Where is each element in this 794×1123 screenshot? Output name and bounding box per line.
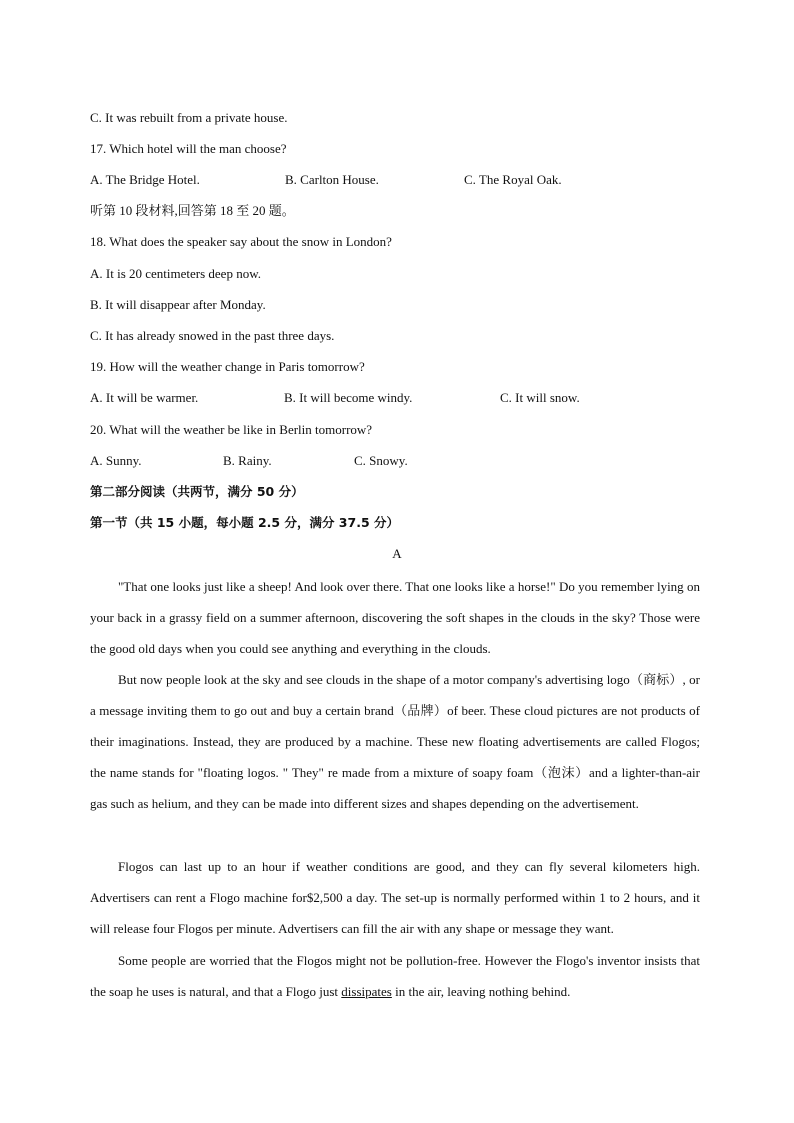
- passage-label: A: [392, 546, 402, 561]
- q19-options: [90, 390, 700, 406]
- section1-heading: 第一节（共 15 小题，每小题 2.5 分，满分 37.5 分）: [90, 515, 399, 530]
- q20-options: [90, 453, 700, 469]
- paragraph-2: But now people look at the sky and see clouds in the shape of a motor company's advertising logo（商标）, or a message inviting them to go out and buy a certain brand（品牌）of beer. These cloud pictures are not products of their imaginations. Instead, they are produced by a machine. These new floating advertisements are called Flogos; the name stands for "floating logos. " They" re made from a mixture of soapy foam（泡沫）and a lighter-than-air gas such as helium, and they can be made into different sizes and shapes depending on the advertisement.: [90, 672, 700, 811]
- q17-options: [90, 172, 700, 188]
- q18-option-a: A. It is 20 centimeters deep now.: [90, 266, 261, 281]
- q20-question: 20. What will the weather be like in Berlin tomorrow?: [90, 422, 373, 437]
- q18-option-c: C. It has already snowed in the past three days.: [90, 328, 335, 343]
- section10-instruction: 听第 10 段材料,回答第 18 至 20 题。: [90, 203, 295, 218]
- paragraph-4-text-end: in the air, leaving nothing behind.: [391, 984, 571, 999]
- q19-option-b: B. It will become windy.: [284, 390, 413, 405]
- q18-question: 18. What does the speaker say about the snow in London?: [90, 234, 392, 249]
- q17-question: 17. Which hotel will the man choose?: [90, 141, 287, 156]
- q17-option-c: C. The Royal Oak.: [464, 172, 562, 187]
- q17-option-b: B. Carlton House.: [285, 172, 379, 187]
- underlined-word: dissipates: [341, 984, 392, 999]
- part2-heading: 第二部分阅读（共两节，满分 50 分）: [90, 484, 304, 499]
- q20-option-a: A. Sunny.: [90, 453, 142, 468]
- q19-option-a: A. It will be warmer.: [90, 390, 199, 405]
- paragraph-3: Flogos can last up to an hour if weather conditions are good, and they can fly several kilometers high. Advertisers can rent a Flogo machine for$2,500 a day. The set-up is normally performed within 1 to 2 hours, and it will release four Flogos per minute. Advertisers can fill the air with any shape or message they want.: [90, 859, 700, 936]
- q17-option-a: A. The Bridge Hotel.: [90, 172, 200, 187]
- q20-option-c: C. Snowy.: [354, 453, 408, 468]
- paragraph-4: [90, 945, 700, 1007]
- paragraph-4-text-start: Some people are worried that the Flogos might not be pollution-free. However the Flogo's inventor insists that the soap he uses is natural, and that a Flogo just: [90, 953, 700, 999]
- q16-option-c: C. It was rebuilt from a private house.: [90, 110, 288, 125]
- q19-question: 19. How will the weather change in Paris tomorrow?: [90, 359, 365, 374]
- q20-option-b: B. Rainy.: [223, 453, 272, 468]
- q19-option-c: C. It will snow.: [500, 390, 580, 405]
- paragraph-1: "That one looks just like a sheep! And look over there. That one looks like a horse!" Do you remember lying on your back in a grassy field on a summer afternoon, discovering the soft shapes in the clouds in the sky? Those were the good old days when you could see anything and everything in the clouds.: [90, 579, 700, 656]
- q18-option-b: B. It will disappear after Monday.: [90, 297, 266, 312]
